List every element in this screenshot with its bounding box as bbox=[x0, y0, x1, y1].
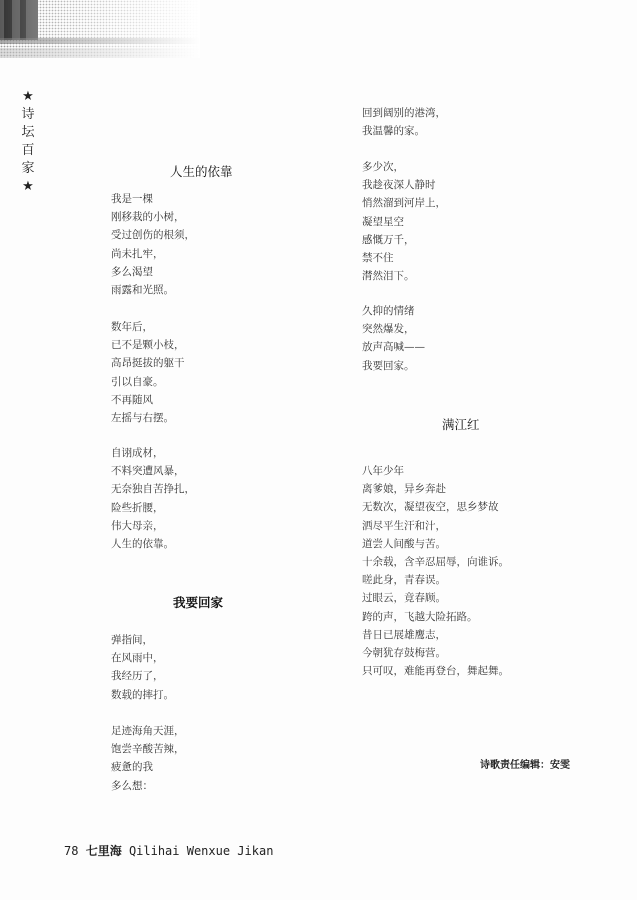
poem-line: 雨露和光照。 bbox=[111, 284, 174, 297]
poem-line: 放声高喊—— bbox=[362, 341, 425, 354]
poem-line: 人生的依靠。 bbox=[111, 538, 174, 551]
poem-line: 多少次， bbox=[362, 161, 404, 173]
poem-line: 我是一棵 bbox=[111, 193, 153, 205]
poem-line: 已不是颗小枝， bbox=[111, 339, 185, 352]
poem-line: 多么渴望 bbox=[111, 265, 153, 278]
poem-line: 多么想： bbox=[111, 779, 153, 792]
poem3-body bbox=[362, 462, 509, 680]
poem-line: 数载的摔打。 bbox=[111, 688, 174, 701]
corner-decoration bbox=[0, 0, 200, 58]
poem-line: 疲惫的我 bbox=[111, 761, 153, 774]
poem-line: 在风雨中， bbox=[111, 652, 164, 665]
poem2-stanza-2 bbox=[111, 722, 185, 795]
page-footer bbox=[64, 842, 273, 859]
poem-line: 刚移栽的小树， bbox=[111, 211, 185, 224]
poem-line: 洒尽平生汗和汁， bbox=[362, 519, 446, 532]
poem-line: 无数次，凝望夜空，思乡梦故 bbox=[362, 501, 499, 514]
column-tag bbox=[18, 88, 38, 196]
poem-line: 回到阔别的港湾， bbox=[362, 107, 446, 119]
poem-title-3: 满江红 bbox=[442, 417, 480, 432]
poem-line: 跨的声，飞越大险拓路。 bbox=[362, 610, 478, 623]
poem-line: 左摇与右摆。 bbox=[111, 412, 174, 425]
poem-line: 潸然泪下。 bbox=[362, 270, 415, 283]
poem-line: 险些折腰， bbox=[111, 501, 164, 514]
poem-line: 离爹娘，异乡奔赴 bbox=[362, 483, 446, 496]
poem-line: 尚未扎牢， bbox=[111, 247, 164, 260]
poem-line: 十余载，含辛忍屈辱，向谁诉。 bbox=[362, 556, 509, 569]
poem-line: 受过创伤的根须， bbox=[111, 229, 195, 242]
poem-line: 嗟此身，青春误。 bbox=[362, 574, 446, 587]
editor-credit: 诗歌责任编辑：安雯 bbox=[480, 760, 570, 771]
poem1-stanza-2 bbox=[111, 318, 185, 427]
poem-line: 凝望星空 bbox=[362, 215, 404, 228]
poem-line: 八年少年 bbox=[362, 465, 404, 477]
poem-line: 高昂挺拔的躯干 bbox=[111, 357, 185, 370]
column-tag-char: 家 bbox=[21, 161, 35, 176]
decorative-halftone-image bbox=[0, 0, 200, 58]
poem-line: 今朝犹存鼓梅营。 bbox=[362, 647, 446, 660]
poem-line: 感慨万千， bbox=[362, 233, 415, 246]
poem-line: 我趁夜深人静时 bbox=[362, 179, 436, 192]
poem-line: 我经历了， bbox=[111, 670, 164, 683]
poem-line: 饱尝辛酸苦辣， bbox=[111, 743, 185, 756]
poem-line: 道尝人间酸与苦。 bbox=[362, 537, 446, 550]
poem-title-1: 人生的依靠 bbox=[170, 164, 233, 179]
poem1-stanza-3 bbox=[111, 444, 195, 553]
star-icon: ★ bbox=[22, 179, 34, 194]
poem2-stanza-1 bbox=[111, 631, 174, 704]
poem-line: 久抑的情绪 bbox=[362, 305, 415, 317]
poem-line: 不料突遭风暴， bbox=[111, 465, 185, 478]
poem2-stanza-5 bbox=[362, 302, 425, 375]
poem-line: 过眼云，竟春顾。 bbox=[362, 592, 446, 605]
poem-line: 足迹海角天涯， bbox=[111, 725, 185, 737]
poem-title-2: 我要回家 bbox=[173, 595, 224, 610]
journal-name-en: Qilihai Wenxue Jikan bbox=[128, 844, 274, 858]
column-tag-char: 百 bbox=[21, 143, 35, 158]
poem-line: 引以自豪。 bbox=[111, 375, 164, 388]
poem-line: 只可叹，难能再登台，舞起舞。 bbox=[362, 665, 509, 678]
poem-line: 悄然溜到河岸上， bbox=[362, 197, 446, 210]
page-number: 78 bbox=[64, 844, 79, 858]
poem-line: 我要回家。 bbox=[362, 359, 415, 372]
column-tag-char: 诗 bbox=[21, 107, 35, 122]
column-tag-char: 坛 bbox=[21, 125, 35, 140]
poem2-stanza-4 bbox=[362, 158, 446, 285]
poem-line: 数年后， bbox=[111, 321, 153, 333]
poem-line: 禁不住 bbox=[362, 252, 394, 265]
poem-line: 突然爆发， bbox=[362, 323, 415, 336]
poem-line: 昔日已展雄鹰志， bbox=[362, 628, 446, 641]
poem-line: 自诩成材， bbox=[111, 447, 164, 459]
poem-line: 无奈独自苦挣扎， bbox=[111, 483, 195, 496]
poem2-stanza-3 bbox=[362, 104, 446, 140]
poem-line: 不再随风 bbox=[111, 393, 153, 406]
poem-line: 我温馨的家。 bbox=[362, 125, 425, 138]
journal-name-cn: 七里海 bbox=[85, 844, 122, 858]
star-icon: ★ bbox=[22, 89, 34, 104]
poem-line: 弹指间， bbox=[111, 634, 153, 646]
poem1-stanza-1 bbox=[111, 190, 195, 299]
poem-line: 伟大母亲， bbox=[111, 519, 164, 532]
